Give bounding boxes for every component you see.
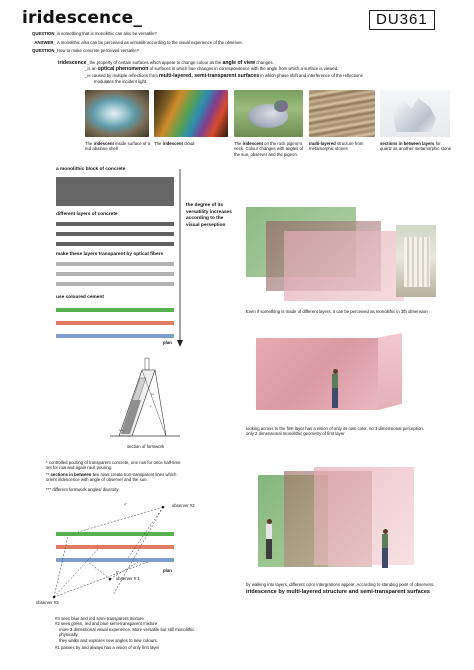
render-caption-2a: looking across to the first layer has a vision of only its own color. no 3 dimensional perception. bbox=[246, 426, 424, 431]
svg-text:**: ** bbox=[151, 392, 155, 397]
definition-line3-bold: multi-layered, semi-transparent surfaces bbox=[159, 72, 260, 79]
formwork-section-drawing bbox=[100, 356, 190, 448]
green-cement-layer bbox=[56, 308, 174, 312]
versatility-note: the degree of its versatility increases according to the visual perseption bbox=[186, 203, 232, 228]
abalone-shell-photo bbox=[85, 90, 149, 137]
plan-label-2: plan bbox=[163, 568, 172, 573]
caption-quartz-post: for quartz as another metamorphic stone bbox=[380, 141, 452, 152]
definition-line1-post: changes. bbox=[255, 60, 274, 65]
definition-line2-pre: _is an bbox=[85, 66, 98, 72]
monolithic-block-label: a monolithic block of concrete bbox=[56, 167, 126, 172]
question-1-text: is something that is monolithic can also be versatile? bbox=[56, 31, 157, 36]
iridescent-cloud-photo bbox=[154, 90, 228, 137]
render-caption-1: Even if something is made of different layers, it can be perceived as monolithic in 3th dimension bbox=[246, 309, 428, 314]
person-figure-2 bbox=[266, 519, 272, 561]
question-2-text: How to make concrete perceived versatile? bbox=[56, 48, 140, 53]
concrete-layer-3 bbox=[56, 242, 174, 246]
project-code: DU361 bbox=[369, 10, 435, 30]
render-caption-2b: only 2 dimensional monolithic geometry of first layer bbox=[246, 431, 345, 437]
formwork-note-3: *** different formwork angles/ diversity bbox=[46, 487, 119, 492]
definition-line1-pre: the property of certain surfaces which appear to change colour as the bbox=[89, 60, 223, 65]
observer-2-label: observer #2 bbox=[172, 503, 195, 508]
question-1 bbox=[32, 31, 157, 36]
observer-note-4: they walks and explores new angles to new colours. bbox=[59, 637, 158, 643]
render-caption-3: by walking into layers, different color intergrations appear. According to standing point of observers. bbox=[246, 582, 435, 587]
observer-3-label: observer #3 bbox=[36, 600, 59, 605]
answer-1-text: A monolithic also can be perceived as versatile according to the visual experience of the observer. bbox=[56, 40, 243, 45]
concrete-layer-1 bbox=[56, 222, 174, 226]
person-figure-3 bbox=[382, 529, 388, 569]
definition-line3-post: in which phase shift and interference of the reflections bbox=[259, 72, 363, 78]
observer-1-label: observer # 1 bbox=[116, 576, 140, 581]
transparent-layer-2 bbox=[56, 272, 174, 276]
definition-term: iridescence_ bbox=[58, 60, 90, 66]
definition-line2-bold: optical phenomenon bbox=[97, 66, 149, 73]
plan-label-1: plan bbox=[163, 340, 172, 345]
definition-line2-post: of surfaces in which hue changes in correspondence with the angle from which a surface is viewed. bbox=[148, 66, 339, 72]
red-cement-layer bbox=[56, 321, 174, 325]
formwork-note-2-post: two rows create non-transparent lines which orient iridescence with angle of observer and the sun. bbox=[46, 472, 177, 483]
caption-quartz-bold: sections in between layers bbox=[380, 141, 435, 146]
metamorphic-stones-photo bbox=[309, 90, 375, 137]
definition-line1-bold: angle of view bbox=[222, 60, 256, 66]
caption-stones-bold: multi-layered bbox=[309, 141, 336, 146]
caption-pigeon-post: on the rock pigeon's neck. Colour changes with angles of the sun, observer and the pigeon. bbox=[234, 141, 304, 157]
layers-label: different layers of concrete bbox=[56, 212, 118, 217]
versatility-arrow bbox=[176, 169, 184, 349]
caption-abalone-pre: The bbox=[85, 141, 94, 146]
render-caption-3-bold: iridescence by multi-layered structure and semi-transparent surfaces bbox=[246, 589, 431, 595]
transparent-layer-1 bbox=[56, 262, 174, 266]
formwork-note-2 bbox=[46, 472, 182, 483]
single-layer-render bbox=[256, 333, 406, 415]
quartz-photo bbox=[380, 90, 450, 137]
caption-cloud-bold: iridescent bbox=[162, 141, 183, 146]
person-figure-1 bbox=[332, 369, 338, 409]
observer-note-2: #2 sees green, red and blue semi-transparent mixture bbox=[55, 621, 158, 627]
formwork-note-1: * controlled pouring of transparent concrete, one row for once half-time set for row and again next pouring. bbox=[46, 460, 181, 471]
answer-1 bbox=[32, 40, 243, 45]
formwork-note-2-pre: ** bbox=[46, 472, 51, 477]
definition-block bbox=[58, 60, 438, 85]
rock-pigeon-photo bbox=[234, 90, 303, 137]
render-caption-2 bbox=[246, 426, 446, 437]
caption-cloud-post: cloud bbox=[182, 141, 195, 146]
caption-abalone-post: inside surface of a red abalone shell bbox=[85, 141, 150, 152]
observer-note-3: more 3 dimentional visual experience. More versatile but still monolithic physically. bbox=[59, 626, 195, 638]
observer-note-5: #1 passes by and always has a vision of only first layer bbox=[55, 645, 160, 651]
caption-stones-post: structure from metamorphic stones bbox=[309, 141, 364, 152]
observer-notes bbox=[55, 616, 215, 650]
question-1-label: QUESTION_ bbox=[32, 31, 57, 36]
building-photo bbox=[396, 225, 436, 297]
transparent-label: make these layers transparent by optical fibers bbox=[56, 252, 164, 257]
caption-cloud bbox=[154, 141, 228, 146]
answer-1-label: ANSWER_ bbox=[34, 40, 56, 45]
caption-abalone bbox=[85, 141, 151, 152]
caption-cloud-pre: The bbox=[154, 141, 163, 146]
caption-pigeon-pre: The bbox=[234, 141, 243, 146]
caption-pigeon-bold: iridescent bbox=[242, 141, 263, 146]
monolithic-block bbox=[56, 177, 174, 206]
caption-stones bbox=[309, 141, 377, 152]
svg-text:α°: α° bbox=[124, 502, 127, 506]
page-title: iridescence_ bbox=[22, 8, 143, 28]
caption-quartz bbox=[380, 141, 452, 152]
svg-text:*: * bbox=[150, 404, 152, 409]
formwork-section-label: section of formwork bbox=[127, 444, 165, 449]
coloured-cement-label: use coloured cement bbox=[56, 295, 104, 300]
walking-layers-render bbox=[258, 467, 438, 575]
caption-abalone-bold: iridescent bbox=[93, 141, 114, 146]
question-2 bbox=[32, 48, 139, 53]
observer-note-1: #3 sees blue and red semi-transparent mixture bbox=[55, 616, 144, 621]
definition-line4: modulates the incident light. bbox=[94, 79, 148, 85]
observer-diagram bbox=[38, 497, 204, 612]
svg-text:***: *** bbox=[119, 428, 124, 433]
formwork-note-2-bold: sections in between bbox=[50, 472, 92, 477]
transparent-layer-3 bbox=[56, 282, 174, 286]
svg-text:β°: β° bbox=[116, 570, 119, 574]
concrete-layer-2 bbox=[56, 232, 174, 236]
caption-pigeon bbox=[234, 141, 304, 157]
question-2-label: QUESTION_ bbox=[32, 48, 57, 53]
blue-cement-layer bbox=[56, 334, 174, 338]
definition-line3-pre: _is caused by multiple reflections from bbox=[85, 72, 160, 78]
layered-walls-render bbox=[244, 207, 404, 302]
